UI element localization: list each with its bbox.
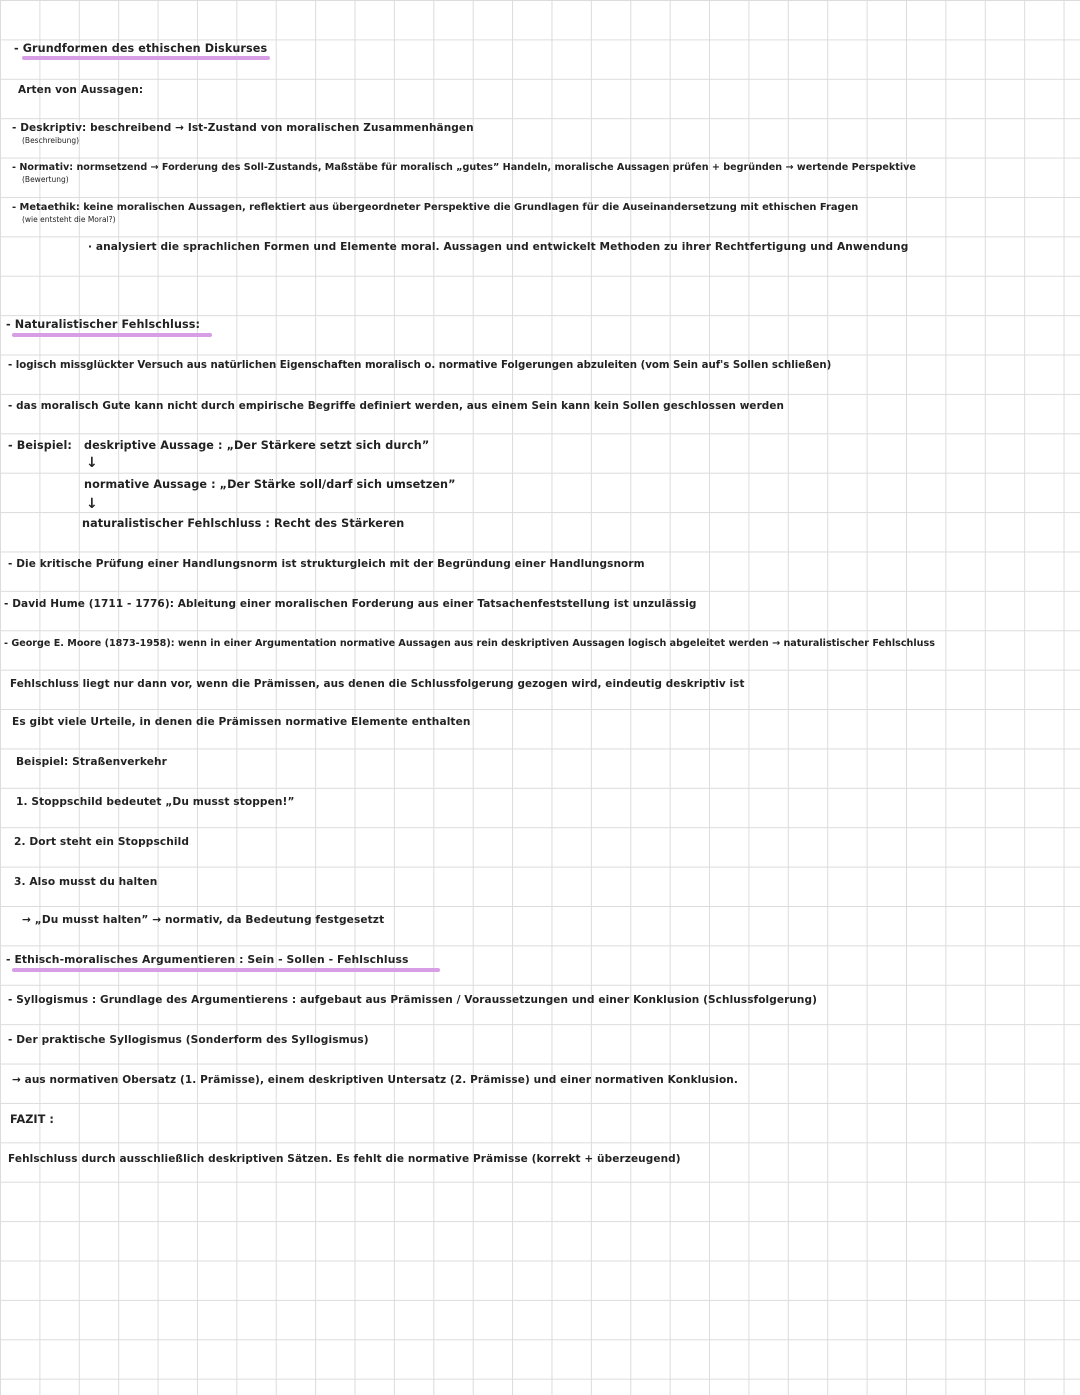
- moore-line: - George E. Moore (1873-1958): wenn in einer Argumentation normative Aussagen aus rein deskriptiven Aussagen logisch abgeleitet werden → naturalistischer Fehlschluss: [4, 638, 935, 649]
- kritische-pruefung-line: - Die kritische Prüfung einer Handlungsnorm ist strukturgleich mit der Begründung einer Handlungsnorm: [8, 558, 645, 570]
- metaethik-note: (wie entsteht die Moral?): [22, 215, 116, 224]
- moore-line-2: Fehlschluss liegt nur dann vor, wenn die Prämissen, aus denen die Schlussfolgerung gezogen wird, eindeutig deskriptiv ist: [10, 678, 745, 690]
- down-arrow-icon: ↓: [86, 455, 98, 471]
- aufbau-line: → aus normativen Obersatz (1. Prämisse), einem deskriptiven Untersatz (2. Prämisse) und einer normativen Konklusion.: [12, 1074, 738, 1086]
- example-label: - Beispiel:: [8, 439, 72, 452]
- deskriptiv-note: (Beschreibung): [22, 136, 80, 145]
- normativ-line: - Normativ: normsetzend → Forderung des Soll-Zustands, Maßstäbe für moralisch „gutes” Handeln, moralische Aussagen prüfen + begründen → wertende Perspektive: [12, 162, 916, 173]
- example-deskriptiv: deskriptive Aussage : „Der Stärkere setzt sich durch”: [84, 439, 430, 452]
- fehlschluss-line-2: - das moralisch Gute kann nicht durch empirische Begriffe definiert werden, aus einem Sein kann kein Sollen geschlossen werden: [8, 400, 784, 412]
- step-2: 2. Dort steht ein Stoppschild: [14, 836, 190, 848]
- hume-line: - David Hume (1711 - 1776): Ableitung einer moralischen Forderung aus einer Tatsachenfeststellung ist unzulässig: [4, 598, 697, 610]
- urteile-line: Es gibt viele Urteile, in denen die Prämissen normative Elemente enthalten: [12, 716, 471, 728]
- beispiel-verkehr: Beispiel: Straßenverkehr: [16, 756, 167, 768]
- praktischer-syllogismus: - Der praktische Syllogismus (Sonderform des Syllogismus): [8, 1034, 369, 1046]
- fazit-label: FAZIT :: [10, 1113, 54, 1126]
- section-heading-grundformen: - Grundformen des ethischen Diskurses: [14, 42, 268, 55]
- syllogismus-line: - Syllogismus : Grundlage des Argumentierens : aufgebaut aus Prämissen / Voraussetzungen und einer Konklusion (Schlussfolgerung): [8, 994, 818, 1006]
- section-heading-naturalistisch: - Naturalistischer Fehlschluss:: [6, 318, 201, 331]
- section-heading-argumentieren: - Ethisch-moralisches Argumentieren : Sein - Sollen - Fehlschluss: [6, 953, 409, 966]
- normativ-note: (Bewertung): [22, 175, 69, 184]
- metaethik-line-2: · analysiert die sprachlichen Formen und Elemente moral. Aussagen und entwickelt Methoden zu ihrer Rechtfertigung und Anwendung: [88, 241, 909, 253]
- heading-highlight: [12, 333, 212, 337]
- conclusion-line: → „Du musst halten” → normativ, da Bedeutung festgesetzt: [22, 914, 385, 926]
- heading-highlight: [12, 968, 440, 972]
- subheading-arten: Arten von Aussagen:: [18, 84, 144, 96]
- example-normativ: normative Aussage : „Der Stärke soll/darf sich umsetzen”: [84, 478, 456, 491]
- deskriptiv-line: - Deskriptiv: beschreibend → Ist-Zustand von moralischen Zusammenhängen: [12, 122, 474, 134]
- fehlschluss-line-1: - logisch missglückter Versuch aus natürlichen Eigenschaften moralisch o. normative Folgerungen abzuleiten (vom Sein auf's Sollen schließen): [8, 360, 832, 371]
- metaethik-line: - Metaethik: keine moralischen Aussagen, reflektiert aus übergeordneter Perspektive die Grundlagen für die Auseinandersetzung mit ethischen Fragen: [12, 202, 859, 213]
- example-fehlschluss: naturalistischer Fehlschluss : Recht des Stärkeren: [82, 517, 405, 530]
- down-arrow-icon: ↓: [86, 496, 98, 512]
- fazit-text: Fehlschluss durch ausschließlich deskriptiven Sätzen. Es fehlt die normative Prämisse (korrekt + überzeugend): [8, 1153, 681, 1165]
- step-3: 3. Also musst du halten: [14, 876, 158, 888]
- heading-highlight: [22, 56, 270, 60]
- step-1: 1. Stoppschild bedeutet „Du musst stoppen!”: [16, 796, 295, 808]
